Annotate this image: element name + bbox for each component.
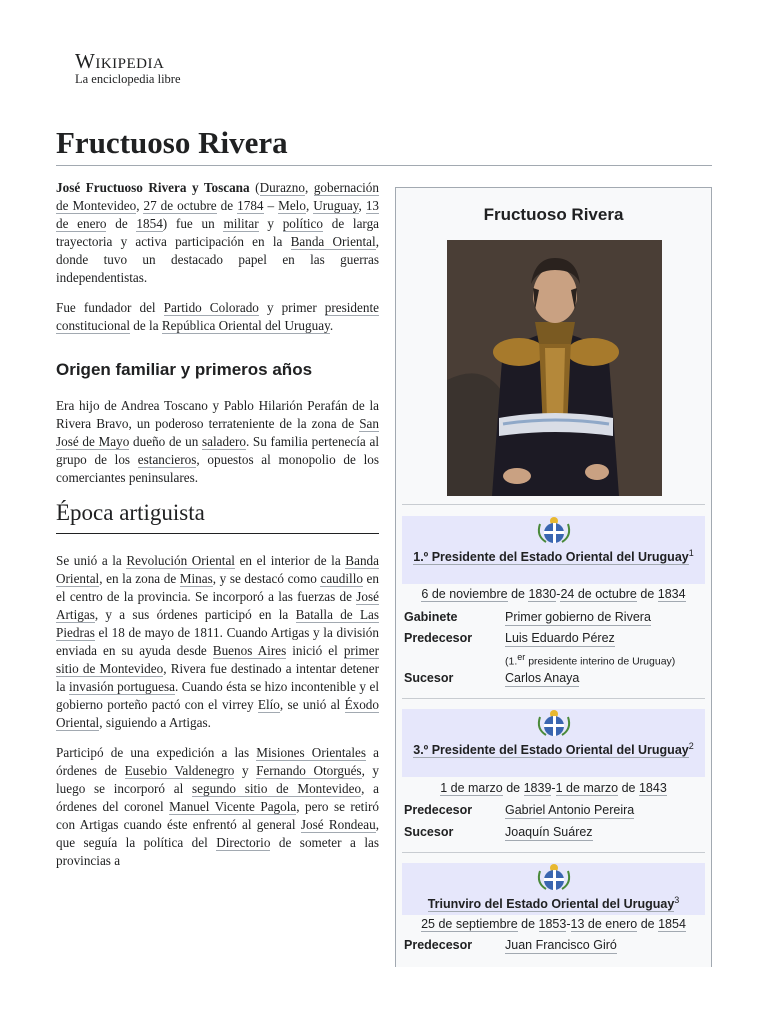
- link-1854[interactable]: 1854: [136, 216, 163, 231]
- link-banda-oriental-2[interactable]: Banda Oriental: [56, 553, 379, 586]
- link-caudillo[interactable]: caudillo: [320, 571, 363, 586]
- term-start-year-link[interactable]: 1830: [528, 587, 557, 601]
- link-uruguay[interactable]: Uruguay: [313, 198, 359, 213]
- link-militar[interactable]: militar: [223, 216, 259, 231]
- heading-origen: Origen familiar y primeros años: [56, 360, 313, 379]
- link-1784[interactable]: 1784: [237, 198, 264, 213]
- link-segundo-sitio[interactable]: segundo sitio de Montevideo: [192, 781, 362, 796]
- term-start-year-link[interactable]: 1839: [523, 781, 552, 795]
- term-end-year-link[interactable]: 1834: [657, 587, 686, 601]
- link-estancieros[interactable]: estancieros: [137, 452, 197, 467]
- logo-tagline: La enciclopedia libre: [75, 72, 181, 86]
- link-minas[interactable]: Minas: [179, 571, 213, 586]
- link-27-octubre[interactable]: 27 de octubre: [143, 198, 217, 213]
- link-rondeau[interactable]: José Rondeau: [300, 817, 376, 832]
- portrait-painting: [447, 240, 662, 496]
- link-partido-colorado[interactable]: Partido Colorado: [163, 300, 259, 315]
- term-end-date-link[interactable]: 1 de marzo: [555, 781, 619, 795]
- link-misiones-orientales[interactable]: Misiones Orientales: [256, 745, 366, 760]
- footnote-ref-1[interactable]: 1: [688, 548, 694, 558]
- coat-of-arms-icon: [534, 516, 574, 544]
- link-directorio[interactable]: Directorio: [216, 835, 271, 850]
- office-header-1: [402, 516, 705, 584]
- link-san-jose[interactable]: San José de Mayo: [56, 416, 379, 449]
- infobox: Fructuoso Rivera 1.º Presidente del Estado Oriental del Uruguay$^1$ 6 de noviembre de 1830-24 de octubre de 1834 Gabinete Primer gobierno de Rivera Predecesor Luis Eduardo Pérez (1.$^{er}$ presidente interino de Uruguay) Sucesor Carlos Anaya 3.º Presidente del Estado Oriental del Uruguay$^2$ 1 de marzo de 1839-1 de marzo de 1843 Predecesor Gabriel Antonio Pereira Sucesor Joaquín Suárez Triunviro del Estado Oriental del Uruguay$^3$ 25 de septiembre de 1853-13 de enero de 1854 Predecesor Juan Francisco Giró: [395, 187, 712, 967]
- heading-epoca-artiguista: Época artiguista: [56, 499, 379, 534]
- link-banda-oriental[interactable]: Banda Oriental: [290, 234, 376, 249]
- row-label: Sucesor: [404, 671, 454, 685]
- intro-paragraph: José Fructuoso Rivera y Toscana (Durazno, gobernación de Montevideo, 27 de octubre de 1784 – Melo, Uruguay, 13 de enero de 1854) fue un militar y político de larga trayectoria y activa participación en la Banda Oriental, donde tuvo un destacado papel en las guerras independentistas.: [56, 180, 380, 285]
- link-buenos-aires[interactable]: Buenos Aires: [212, 643, 287, 658]
- office-term-3: 25 de septiembre de 1853-13 de enero de 1854: [421, 917, 686, 931]
- link-primer-sitio[interactable]: primer sitio de Montevideo: [56, 643, 379, 676]
- row-label: Predecesor: [404, 938, 473, 952]
- gabinete-link[interactable]: Primer gobierno de Rivera: [505, 610, 651, 624]
- footnote-ref-3[interactable]: 3: [674, 895, 680, 905]
- subject-name: José Fructuoso Rivera y Toscana: [56, 180, 250, 195]
- artiguista-paragraph: Se unió a la Revolución Oriental en el interior de la Banda Oriental, en la zona de Minas, y se destacó como caudillo en el centro de la provincia. Se incorporó a las fuerzas de José Artigas, y a sus órdenes participó en la Batalla de Las Piedras el 18 de mayo de 1811. Cuando Artigas y la división enviada en su ayuda desde Buenos Aires inició el primer sitio de Montevideo, Rivera fue destinado a intentar detener la invasión portuguesa. Cuando ésta se hizo incontenible y el gobierno porteño pactó con el virrey Elío, se unió al Éxodo Oriental, siguiendo a Artigas.: [56, 553, 379, 730]
- term-end-date-link[interactable]: 13 de enero: [570, 917, 638, 931]
- infobox-divider: [402, 504, 705, 505]
- coat-of-arms-icon: [534, 709, 574, 737]
- office-title-link-3[interactable]: Triunviro del Estado Oriental del Uruguay: [427, 897, 675, 912]
- link-saladero[interactable]: saladero: [202, 434, 246, 449]
- link-exodo-oriental[interactable]: Éxodo Oriental: [56, 697, 379, 730]
- link-pagola[interactable]: Manuel Vicente Pagola: [169, 799, 297, 814]
- link-invasion-portuguesa[interactable]: invasión portuguesa: [68, 679, 175, 694]
- link-republica-oriental[interactable]: República Oriental del Uruguay: [161, 318, 330, 333]
- founder-paragraph: Fue fundador del Partido Colorado y primer presidente constitucional de la República Oriental del Uruguay.: [56, 300, 379, 333]
- office-title-link-1[interactable]: 1.º Presidente del Estado Oriental del Uruguay: [413, 550, 689, 565]
- term-start-date-link[interactable]: 1 de marzo: [440, 781, 503, 795]
- term-start-date-link[interactable]: 6 de noviembre: [421, 587, 508, 601]
- office-header-3: [402, 863, 705, 915]
- term-start-date-link[interactable]: 25 de septiembre: [421, 917, 518, 931]
- row-label: Predecesor: [404, 803, 473, 817]
- infobox-divider: [402, 852, 705, 853]
- term-end-year-link[interactable]: 1854: [658, 917, 686, 931]
- page-title: Fructuoso Rivera: [56, 126, 712, 166]
- link-presidente-constitucional[interactable]: presidente constitucional: [56, 300, 379, 333]
- footnote-ref-2[interactable]: 2: [688, 741, 694, 751]
- office-title-link-2[interactable]: 3.º Presidente del Estado Oriental del Uruguay: [413, 743, 689, 758]
- predecesor-link[interactable]: Juan Francisco Giró: [505, 938, 617, 952]
- link-revolucion-oriental[interactable]: Revolución Oriental: [126, 553, 235, 568]
- link-batalla-las-piedras[interactable]: Batalla de Las Piedras: [56, 607, 379, 640]
- expedicion-paragraph: Participó de una expedición a las Misiones Orientales a órdenes de Eusebio Valdenegro y Fernando Otorgués, y luego se incorporó al segundo sitio de Montevideo, a órdenes del coronel Manuel Vicente Pagola, pero se retiró con Artigas cuando éste enfrentó al general José Rondeau, que seguía la política del Directorio de someter a las provincias a: [56, 745, 379, 868]
- link-13-enero[interactable]: 13 de enero: [56, 198, 380, 231]
- link-durazno[interactable]: Durazno: [259, 180, 305, 195]
- portrait-image[interactable]: [447, 240, 662, 496]
- link-valdenegro[interactable]: Eusebio Valdenegro: [124, 763, 235, 778]
- wikipedia-logo[interactable]: [75, 50, 205, 86]
- predecesor-link[interactable]: Gabriel Antonio Pereira: [505, 803, 635, 817]
- logo-wordmark: Wikipedia: [75, 49, 165, 73]
- row-label: Predecesor: [404, 631, 473, 645]
- link-gobernacion[interactable]: gobernación de Montevideo: [56, 180, 379, 213]
- office-term-2: 1 de marzo de 1839-1 de marzo de 1843: [440, 781, 667, 795]
- link-politico[interactable]: político: [282, 216, 323, 231]
- term-start-year-link[interactable]: 1853: [538, 917, 567, 931]
- sucesor-link[interactable]: Carlos Anaya: [505, 671, 580, 685]
- link-otorgues[interactable]: Fernando Otorgués: [256, 763, 362, 778]
- term-end-date-link[interactable]: 24 de octubre: [560, 587, 637, 601]
- office-header-2: [402, 709, 705, 777]
- row-label: Sucesor: [404, 825, 454, 839]
- link-jose-artigas[interactable]: José Artigas: [56, 589, 379, 622]
- office-term-1: 6 de noviembre de 1830-24 de octubre de 1834: [421, 587, 686, 601]
- infobox-title: Fructuoso Rivera: [483, 205, 624, 224]
- link-elio[interactable]: Elío: [257, 697, 280, 712]
- coat-of-arms-icon: [534, 863, 574, 891]
- link-melo[interactable]: Melo: [278, 198, 306, 213]
- term-end-year-link[interactable]: 1843: [638, 781, 667, 795]
- article-body: [56, 179, 379, 882]
- origen-paragraph: Era hijo de Andrea Toscano y Pablo Hilarión Perafán de la Rivera Bravo, un poderoso terrateniente de la zona de San José de Mayo dueño de un saladero. Su familia pertenecía al grupo de los estancieros, opuestos al monopolio de los comerciantes peninsulares.: [56, 398, 379, 485]
- predecesor-link[interactable]: Luis Eduardo Pérez: [505, 631, 615, 645]
- row-label: Gabinete: [404, 610, 458, 624]
- infobox-divider: [402, 698, 705, 699]
- sucesor-link[interactable]: Joaquín Suárez: [505, 825, 593, 839]
